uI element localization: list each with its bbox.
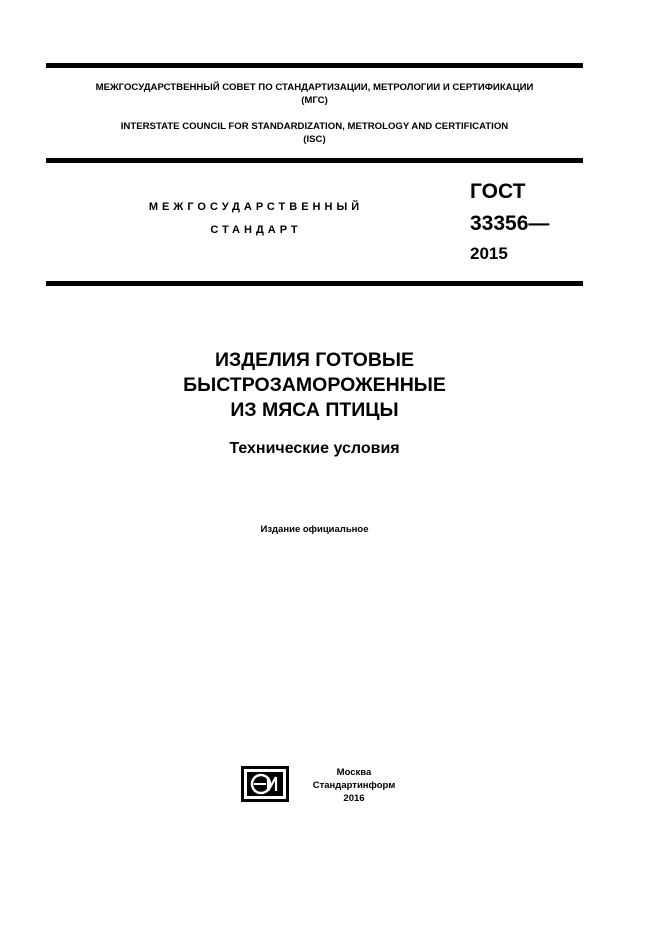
standartinform-logo-icon bbox=[241, 766, 289, 802]
gost-prefix: ГОСТ bbox=[470, 180, 526, 203]
council-ru-abbr: (МГС) bbox=[301, 95, 328, 106]
header-bottom-rule bbox=[46, 281, 583, 286]
publisher-name: Стандартинформ bbox=[312, 780, 396, 791]
gost-year: 2015 bbox=[470, 244, 508, 263]
council-en-abbr: (ISC) bbox=[303, 134, 326, 145]
document-title-line-3: ИЗ МЯСА ПТИЦЫ bbox=[230, 399, 399, 421]
document-title-line-2: БЫСТРОЗАМОРОЖЕННЫЕ bbox=[183, 374, 446, 396]
standard-type-label: МЕЖГОСУДАРСТВЕННЫЙ bbox=[148, 201, 364, 213]
council-ru-name: МЕЖГОСУДАРСТВЕННЫЙ СОВЕТ ПО СТАНДАРТИЗАЦИИ, МЕТРОЛОГИИ И СЕРТИФИКАЦИИ bbox=[95, 82, 534, 93]
publisher-city: Москва bbox=[336, 767, 372, 778]
council-divider-rule bbox=[46, 158, 583, 163]
document-subtitle: Технические условия bbox=[229, 440, 400, 457]
edition-note: Издание официальное bbox=[260, 524, 369, 535]
document-title-line-1: ИЗДЕЛИЯ ГОТОВЫЕ bbox=[215, 349, 414, 371]
publisher-year: 2016 bbox=[343, 793, 365, 804]
top-rule bbox=[46, 63, 583, 68]
council-en-name: INTERSTATE COUNCIL FOR STANDARDIZATION, METROLOGY AND CERTIFICATION bbox=[120, 121, 509, 132]
standard-type-label-2: СТАНДАРТ bbox=[210, 224, 302, 236]
gost-number: 33356— bbox=[470, 212, 550, 235]
